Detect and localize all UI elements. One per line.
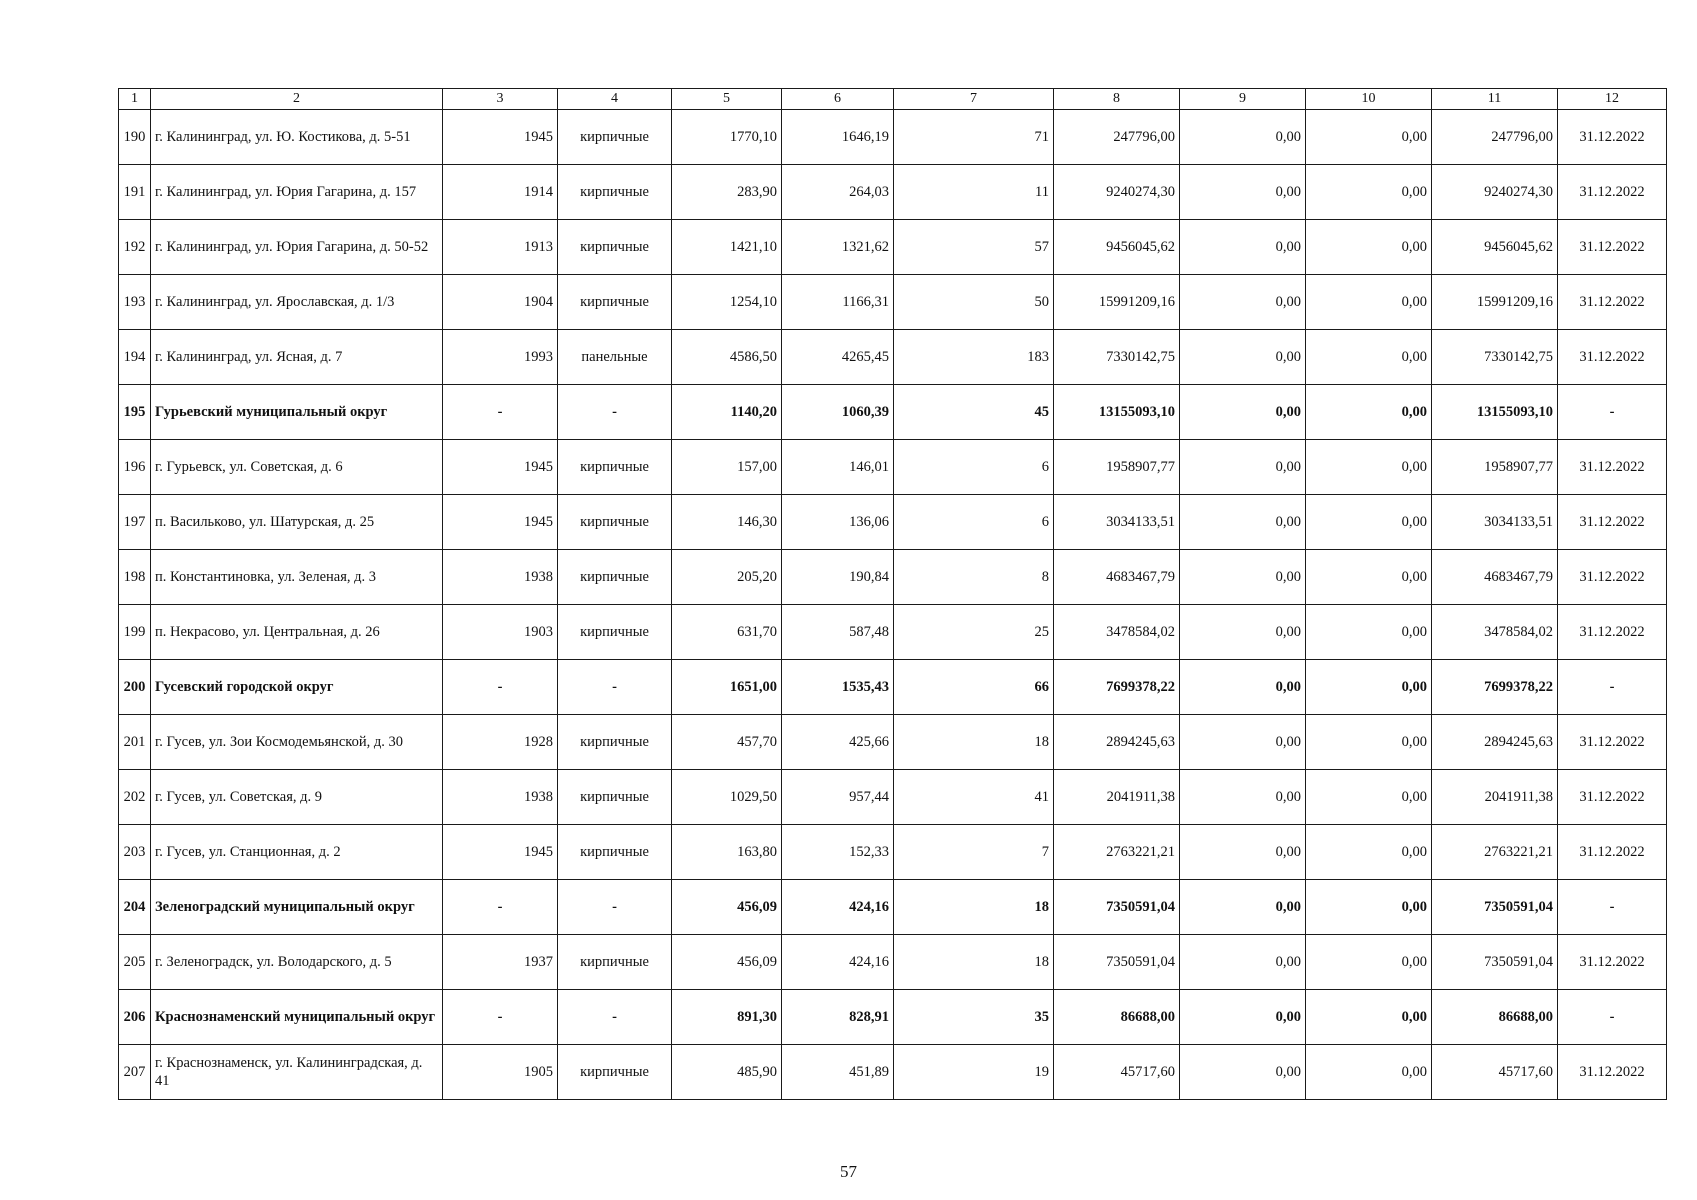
total-cost-cell: 7699378,22 [1054,660,1180,715]
total-cost-cell: 9240274,30 [1054,165,1180,220]
row-number: 194 [119,330,151,385]
residents-cell: 6 [894,440,1054,495]
budget-cost-cell: 0,00 [1306,880,1432,935]
wall-material-cell: кирпичные [558,825,672,880]
residents-cell: 57 [894,220,1054,275]
year-cell: 1937 [443,935,558,990]
page-number: 57 [840,1162,857,1181]
wall-material-cell: кирпичные [558,550,672,605]
budget-cost-cell: 0,00 [1306,110,1432,165]
table-row [119,1045,1667,1100]
year-cell: 1938 [443,550,558,605]
wall-material-cell: - [558,990,672,1045]
address-cell: г. Гусев, ул. Зои Космодемьянской, д. 30 [151,715,443,770]
fund-cost-cell: 0,00 [1180,605,1306,660]
row-number: 190 [119,110,151,165]
wall-material-cell: кирпичные [558,165,672,220]
year-cell: 1904 [443,275,558,330]
fund-cost-cell: 0,00 [1180,715,1306,770]
deadline-cell: - [1558,385,1667,440]
row-number: 197 [119,495,151,550]
total-area-cell: 485,90 [672,1045,782,1100]
total-area-cell: 146,30 [672,495,782,550]
other-cost-cell: 7350591,04 [1432,880,1558,935]
other-cost-cell: 9456045,62 [1432,220,1558,275]
budget-cost-cell: 0,00 [1306,220,1432,275]
living-area-cell: 828,91 [782,990,894,1045]
year-cell: 1903 [443,605,558,660]
total-area-cell: 1140,20 [672,385,782,440]
wall-material-cell: - [558,660,672,715]
table-row [119,880,1667,935]
row-number: 201 [119,715,151,770]
living-area-cell: 1166,31 [782,275,894,330]
fund-cost-cell: 0,00 [1180,165,1306,220]
fund-cost-cell: 0,00 [1180,330,1306,385]
year-cell: - [443,990,558,1045]
total-cost-cell: 7350591,04 [1054,880,1180,935]
deadline-cell: 31.12.2022 [1558,495,1667,550]
housing-register-table [118,88,1667,1100]
table-row [119,220,1667,275]
living-area-cell: 424,16 [782,935,894,990]
year-cell: 1993 [443,330,558,385]
total-cost-cell: 86688,00 [1054,990,1180,1045]
row-number: 193 [119,275,151,330]
budget-cost-cell: 0,00 [1306,550,1432,605]
fund-cost-cell: 0,00 [1180,275,1306,330]
wall-material-cell: кирпичные [558,220,672,275]
table-row [119,550,1667,605]
other-cost-cell: 86688,00 [1432,990,1558,1045]
row-number: 198 [119,550,151,605]
address-cell: Гурьевский муниципальный округ [151,385,443,440]
address-cell: г. Гусев, ул. Станционная, д. 2 [151,825,443,880]
table-row [119,330,1667,385]
living-area-cell: 425,66 [782,715,894,770]
residents-cell: 35 [894,990,1054,1045]
other-cost-cell: 9240274,30 [1432,165,1558,220]
total-area-cell: 456,09 [672,880,782,935]
budget-cost-cell: 0,00 [1306,660,1432,715]
fund-cost-cell: 0,00 [1180,660,1306,715]
living-area-cell: 136,06 [782,495,894,550]
deadline-cell: - [1558,880,1667,935]
deadline-cell: 31.12.2022 [1558,825,1667,880]
total-area-cell: 4586,50 [672,330,782,385]
row-number: 191 [119,165,151,220]
deadline-cell: 31.12.2022 [1558,275,1667,330]
column-header: 2 [151,89,443,110]
residents-cell: 7 [894,825,1054,880]
other-cost-cell: 45717,60 [1432,1045,1558,1100]
living-area-cell: 190,84 [782,550,894,605]
total-area-cell: 631,70 [672,605,782,660]
address-cell: г. Калининград, ул. Юрия Гагарина, д. 50-52 [151,220,443,275]
fund-cost-cell: 0,00 [1180,440,1306,495]
residents-cell: 18 [894,880,1054,935]
table-row [119,770,1667,825]
deadline-cell: 31.12.2022 [1558,770,1667,825]
total-cost-cell: 2894245,63 [1054,715,1180,770]
address-cell: Зеленоградский муниципальный округ [151,880,443,935]
row-number: 203 [119,825,151,880]
total-cost-cell: 45717,60 [1054,1045,1180,1100]
total-area-cell: 1421,10 [672,220,782,275]
total-area-cell: 157,00 [672,440,782,495]
row-number: 195 [119,385,151,440]
fund-cost-cell: 0,00 [1180,825,1306,880]
year-cell: - [443,880,558,935]
other-cost-cell: 7699378,22 [1432,660,1558,715]
residents-cell: 11 [894,165,1054,220]
table-row [119,440,1667,495]
residents-cell: 18 [894,715,1054,770]
fund-cost-cell: 0,00 [1180,880,1306,935]
deadline-cell: 31.12.2022 [1558,550,1667,605]
table-row [119,165,1667,220]
total-area-cell: 1651,00 [672,660,782,715]
table-row [119,495,1667,550]
residents-cell: 183 [894,330,1054,385]
residents-cell: 50 [894,275,1054,330]
total-area-cell: 457,70 [672,715,782,770]
budget-cost-cell: 0,00 [1306,605,1432,660]
row-number: 200 [119,660,151,715]
table-row [119,385,1667,440]
address-cell: Гусевский городской округ [151,660,443,715]
residents-cell: 71 [894,110,1054,165]
budget-cost-cell: 0,00 [1306,385,1432,440]
year-cell: - [443,660,558,715]
address-cell: п. Васильково, ул. Шатурская, д. 25 [151,495,443,550]
deadline-cell: 31.12.2022 [1558,110,1667,165]
total-area-cell: 163,80 [672,825,782,880]
wall-material-cell: кирпичные [558,275,672,330]
row-number: 196 [119,440,151,495]
fund-cost-cell: 0,00 [1180,550,1306,605]
total-area-cell: 1029,50 [672,770,782,825]
total-area-cell: 283,90 [672,165,782,220]
budget-cost-cell: 0,00 [1306,990,1432,1045]
living-area-cell: 451,89 [782,1045,894,1100]
column-header: 10 [1306,89,1432,110]
row-number: 205 [119,935,151,990]
table-row [119,825,1667,880]
row-number: 206 [119,990,151,1045]
living-area-cell: 1646,19 [782,110,894,165]
other-cost-cell: 2763221,21 [1432,825,1558,880]
year-cell: 1905 [443,1045,558,1100]
living-area-cell: 957,44 [782,770,894,825]
total-area-cell: 1254,10 [672,275,782,330]
other-cost-cell: 4683467,79 [1432,550,1558,605]
total-cost-cell: 9456045,62 [1054,220,1180,275]
other-cost-cell: 3034133,51 [1432,495,1558,550]
other-cost-cell: 2041911,38 [1432,770,1558,825]
budget-cost-cell: 0,00 [1306,715,1432,770]
row-number: 207 [119,1045,151,1100]
deadline-cell: 31.12.2022 [1558,220,1667,275]
budget-cost-cell: 0,00 [1306,330,1432,385]
total-cost-cell: 3478584,02 [1054,605,1180,660]
column-header: 6 [782,89,894,110]
row-number: 204 [119,880,151,935]
deadline-cell: 31.12.2022 [1558,440,1667,495]
fund-cost-cell: 0,00 [1180,770,1306,825]
living-area-cell: 1321,62 [782,220,894,275]
wall-material-cell: кирпичные [558,110,672,165]
living-area-cell: 424,16 [782,880,894,935]
deadline-cell: 31.12.2022 [1558,165,1667,220]
total-cost-cell: 1958907,77 [1054,440,1180,495]
total-cost-cell: 13155093,10 [1054,385,1180,440]
wall-material-cell: кирпичные [558,440,672,495]
residents-cell: 66 [894,660,1054,715]
other-cost-cell: 7330142,75 [1432,330,1558,385]
address-cell: г. Калининград, ул. Ясная, д. 7 [151,330,443,385]
deadline-cell: 31.12.2022 [1558,605,1667,660]
other-cost-cell: 3478584,02 [1432,605,1558,660]
table-row [119,990,1667,1045]
total-area-cell: 1770,10 [672,110,782,165]
address-cell: п. Константиновка, ул. Зеленая, д. 3 [151,550,443,605]
column-header: 5 [672,89,782,110]
year-cell: 1914 [443,165,558,220]
other-cost-cell: 7350591,04 [1432,935,1558,990]
living-area-cell: 152,33 [782,825,894,880]
address-cell: г. Калининград, ул. Ярославская, д. 1/3 [151,275,443,330]
total-cost-cell: 15991209,16 [1054,275,1180,330]
residents-cell: 41 [894,770,1054,825]
other-cost-cell: 15991209,16 [1432,275,1558,330]
residents-cell: 45 [894,385,1054,440]
wall-material-cell: - [558,385,672,440]
table-row [119,935,1667,990]
total-cost-cell: 2041911,38 [1054,770,1180,825]
year-cell: - [443,385,558,440]
budget-cost-cell: 0,00 [1306,770,1432,825]
wall-material-cell: кирпичные [558,605,672,660]
row-number: 192 [119,220,151,275]
address-cell: п. Некрасово, ул. Центральная, д. 26 [151,605,443,660]
other-cost-cell: 247796,00 [1432,110,1558,165]
living-area-cell: 264,03 [782,165,894,220]
address-cell: Краснознаменский муниципальный округ [151,990,443,1045]
wall-material-cell: - [558,880,672,935]
living-area-cell: 587,48 [782,605,894,660]
total-cost-cell: 7330142,75 [1054,330,1180,385]
table-row [119,715,1667,770]
fund-cost-cell: 0,00 [1180,935,1306,990]
living-area-cell: 146,01 [782,440,894,495]
other-cost-cell: 1958907,77 [1432,440,1558,495]
table-row [119,605,1667,660]
residents-cell: 25 [894,605,1054,660]
total-cost-cell: 7350591,04 [1054,935,1180,990]
year-cell: 1945 [443,110,558,165]
living-area-cell: 4265,45 [782,330,894,385]
total-area-cell: 456,09 [672,935,782,990]
deadline-cell: 31.12.2022 [1558,1045,1667,1100]
year-cell: 1913 [443,220,558,275]
deadline-cell: 31.12.2022 [1558,935,1667,990]
table-row [119,275,1667,330]
column-header: 9 [1180,89,1306,110]
row-number: 199 [119,605,151,660]
deadline-cell: - [1558,990,1667,1045]
address-cell: г. Калининград, ул. Юрия Гагарина, д. 157 [151,165,443,220]
deadline-cell: 31.12.2022 [1558,330,1667,385]
living-area-cell: 1060,39 [782,385,894,440]
budget-cost-cell: 0,00 [1306,935,1432,990]
fund-cost-cell: 0,00 [1180,1045,1306,1100]
other-cost-cell: 2894245,63 [1432,715,1558,770]
wall-material-cell: кирпичные [558,1045,672,1100]
register-table-container [118,88,1666,1100]
column-header: 1 [119,89,151,110]
address-cell: г. Краснознаменск, ул. Калининградская, д. 41 [151,1045,443,1100]
total-cost-cell: 4683467,79 [1054,550,1180,605]
wall-material-cell: кирпичные [558,715,672,770]
table-row [119,110,1667,165]
address-cell: г. Зеленоградск, ул. Володарского, д. 5 [151,935,443,990]
wall-material-cell: панельные [558,330,672,385]
address-cell: г. Гусев, ул. Советская, д. 9 [151,770,443,825]
table-row [119,660,1667,715]
address-cell: г. Калининград, ул. Ю. Костикова, д. 5-51 [151,110,443,165]
fund-cost-cell: 0,00 [1180,110,1306,165]
year-cell: 1945 [443,440,558,495]
living-area-cell: 1535,43 [782,660,894,715]
fund-cost-cell: 0,00 [1180,495,1306,550]
year-cell: 1945 [443,825,558,880]
fund-cost-cell: 0,00 [1180,220,1306,275]
budget-cost-cell: 0,00 [1306,825,1432,880]
fund-cost-cell: 0,00 [1180,990,1306,1045]
column-header: 8 [1054,89,1180,110]
budget-cost-cell: 0,00 [1306,275,1432,330]
residents-cell: 6 [894,495,1054,550]
total-cost-cell: 2763221,21 [1054,825,1180,880]
budget-cost-cell: 0,00 [1306,1045,1432,1100]
wall-material-cell: кирпичные [558,495,672,550]
column-header: 3 [443,89,558,110]
wall-material-cell: кирпичные [558,935,672,990]
deadline-cell: 31.12.2022 [1558,715,1667,770]
budget-cost-cell: 0,00 [1306,440,1432,495]
year-cell: 1945 [443,495,558,550]
total-cost-cell: 247796,00 [1054,110,1180,165]
year-cell: 1938 [443,770,558,825]
column-header: 4 [558,89,672,110]
budget-cost-cell: 0,00 [1306,165,1432,220]
wall-material-cell: кирпичные [558,770,672,825]
budget-cost-cell: 0,00 [1306,495,1432,550]
year-cell: 1928 [443,715,558,770]
column-header: 7 [894,89,1054,110]
address-cell: г. Гурьевск, ул. Советская, д. 6 [151,440,443,495]
column-number-header-row [119,89,1667,110]
total-area-cell: 205,20 [672,550,782,605]
column-header: 11 [1432,89,1558,110]
total-cost-cell: 3034133,51 [1054,495,1180,550]
deadline-cell: - [1558,660,1667,715]
residents-cell: 19 [894,1045,1054,1100]
total-area-cell: 891,30 [672,990,782,1045]
column-header: 12 [1558,89,1667,110]
other-cost-cell: 13155093,10 [1432,385,1558,440]
row-number: 202 [119,770,151,825]
residents-cell: 18 [894,935,1054,990]
residents-cell: 8 [894,550,1054,605]
fund-cost-cell: 0,00 [1180,385,1306,440]
